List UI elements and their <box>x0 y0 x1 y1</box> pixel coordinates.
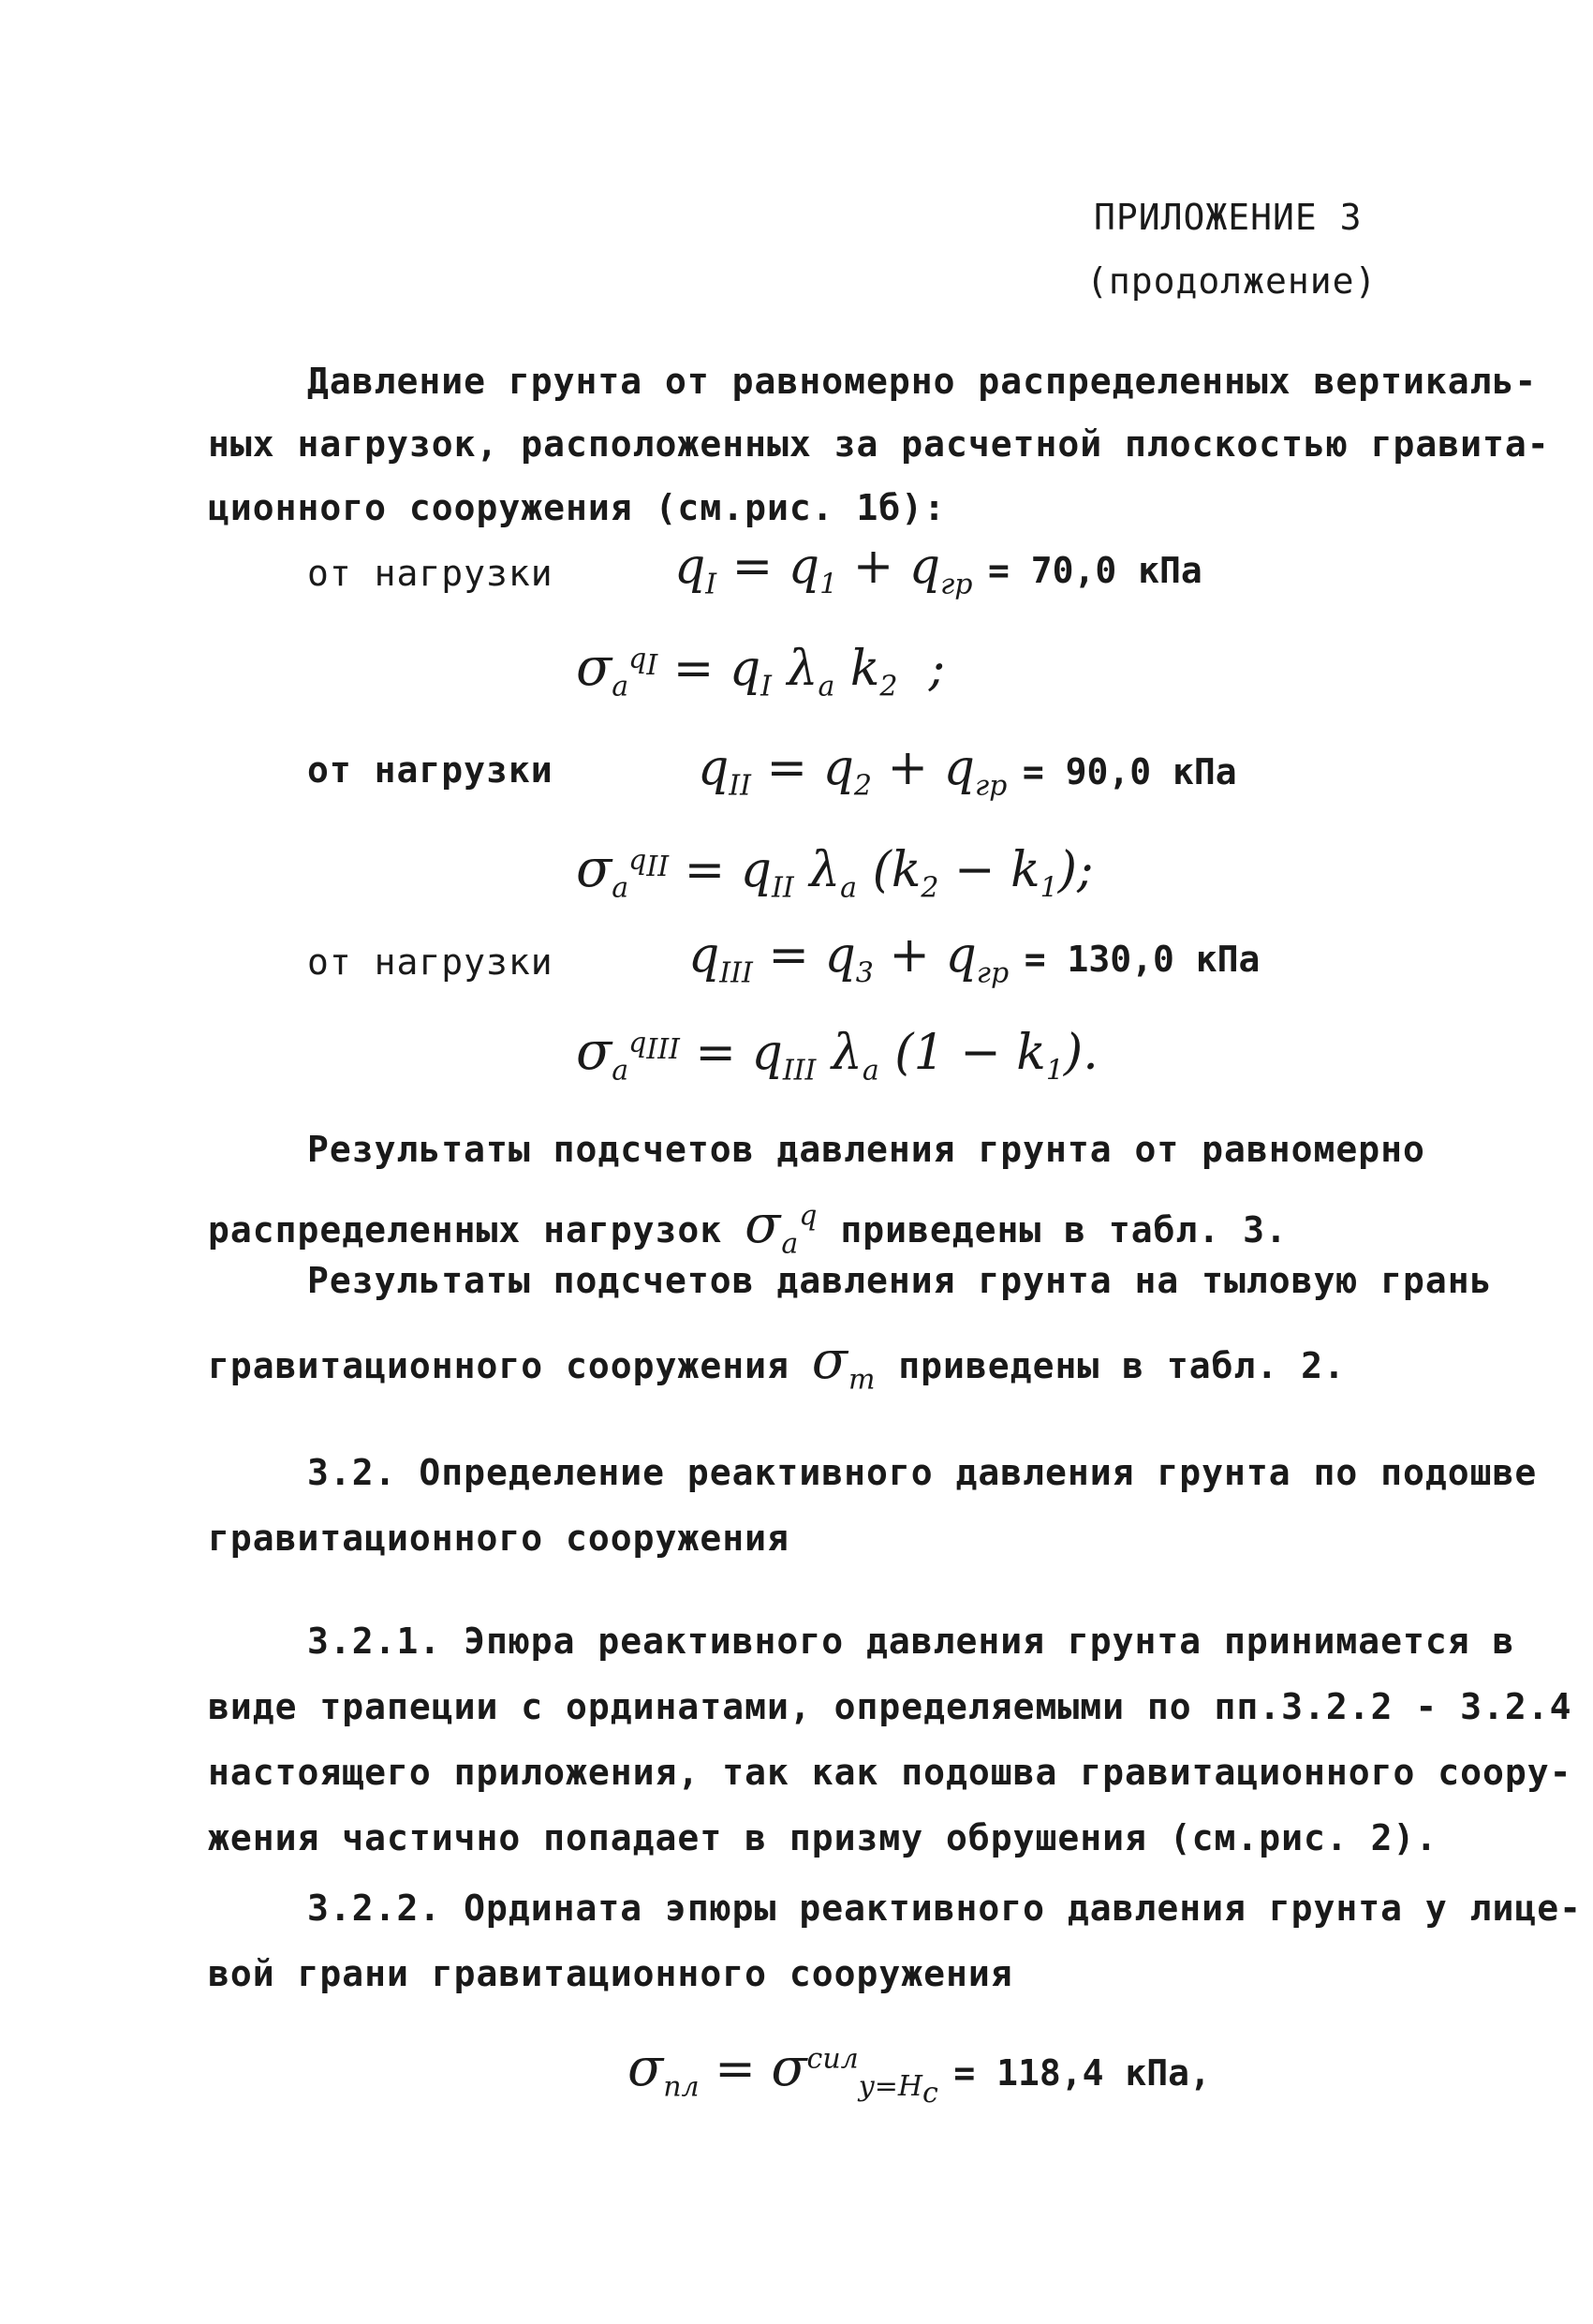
load3-value: = 130,0 кПа <box>1024 939 1261 980</box>
load2-sum-formula: $q_{II} = q_2 + q_{гр} = 90,0$ кПа <box>698 740 1237 803</box>
p321-line3: настоящего приложения, так как подошва гравитационного соору- <box>208 1752 1572 1793</box>
load1-sum-formula: $q_I = q_1 + q_{гр} = 70,0$ кПа <box>674 539 1202 601</box>
para1-line1: Давление грунта от равномерно распределенных вертикаль- <box>307 361 1538 402</box>
load3-stress-formula: $\sigma_a^{q_{III}} = q_{III}$ $\lambda_a$ $(1 - k_1)$. <box>576 1021 1099 1088</box>
final-value: = 118,4 кПа, <box>953 2052 1211 2094</box>
para1-line3: ционного сооружения (см.рис. 1б): <box>208 487 946 528</box>
load1-label: от нагрузки <box>307 553 553 594</box>
results1-line2 <box>208 1194 1288 1260</box>
results2-text-b: приведены в табл. 2. <box>898 1345 1346 1386</box>
load2-value: = 90,0 кПа <box>1022 751 1237 792</box>
p321-line2: виде трапеции с ординатами, определяемыми по пп.3.2.2 - 3.2.4 <box>208 1686 1572 1727</box>
load1-value: = 70,0 кПа <box>988 550 1202 591</box>
results2-line2 <box>208 1330 1346 1396</box>
continuation-label: (продолжение) <box>1086 260 1378 302</box>
section-title-line2: гравитационного сооружения <box>208 1517 789 1559</box>
results1-line1: Результаты подсчетов давления грунта от равномерно <box>307 1129 1425 1170</box>
results1-text-b: приведены в табл. 3. <box>840 1209 1288 1251</box>
p322-line1: 3.2.2. Ордината эпюры реактивного давления грунта у лице- <box>307 1887 1583 1929</box>
p321-line1: 3.2.1. Эпюра реактивного давления грунта принимается в <box>307 1621 1515 1662</box>
load2-label: от нагрузки <box>307 749 553 791</box>
load2-stress-formula: $\sigma_a^{q_{II}} = q_{II}$ $\lambda_a$ $(k_2 - k_1)$; <box>576 838 1094 905</box>
section-title-line1: 3.2. Определение реактивного давления грунта по подошве <box>307 1452 1538 1493</box>
appendix-label: ПРИЛОЖЕНИЕ 3 <box>1094 197 1363 238</box>
para1-line2: ных нагрузок, расположенных за расчетной плоскостью гравита- <box>208 423 1550 465</box>
results2-sigma: $\sigma_т$ <box>811 1330 877 1397</box>
results1-sigma: $\sigma_a^q$ <box>745 1194 819 1261</box>
results2-text-a: гравитационного сооружения <box>208 1345 789 1386</box>
load1-stress-formula: $\sigma_a^{q_I} = q_I$ $\lambda_a$ $k_2$ ; <box>576 637 946 703</box>
load3-sum-formula: $q_{III} = q_3 + q_{гр} = 130,0$ кПа <box>688 927 1261 990</box>
p322-line2: вой грани гравитационного сооружения <box>208 1953 1013 1994</box>
p321-line4: жения частично попадает в призму обрушения (см.рис. 2). <box>208 1817 1438 1858</box>
final-formula: $\sigma_{пл} = \sigma^{сил}_{y=H_c} = 118,4$ кПа, <box>627 2037 1211 2110</box>
results2-line1: Результаты подсчетов давления грунта на тыловую грань <box>307 1260 1493 1301</box>
load3-label: от нагрузки <box>307 941 553 983</box>
results1-text-a: распределенных нагрузок <box>208 1209 723 1251</box>
